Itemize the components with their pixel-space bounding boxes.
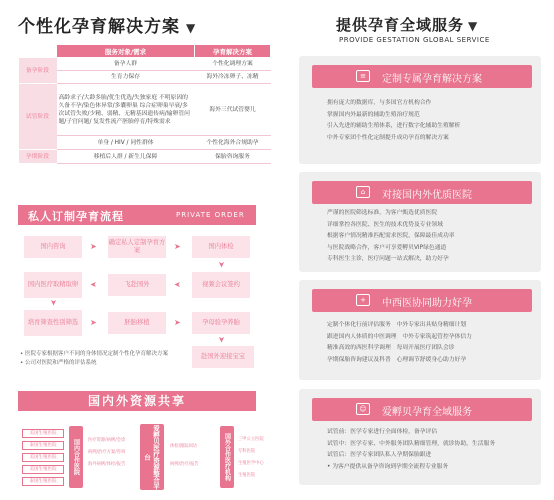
card-line: 孕期保胎咨询建议及科普 心理调节舒缓身心助力好孕 bbox=[327, 356, 467, 363]
card-line: 试管前：医学专家进行全面体检，备孕评估 bbox=[327, 429, 438, 435]
service-card bbox=[299, 172, 541, 272]
process-banner bbox=[18, 205, 256, 225]
domestic-item: 泰国生殖医院 bbox=[22, 441, 64, 450]
card-line: 专科医生主诊，医疗问题一站式解决，助力好孕 bbox=[327, 256, 449, 263]
table-row bbox=[19, 71, 271, 84]
card-lines bbox=[327, 427, 495, 473]
service-icon: ☺ bbox=[356, 403, 370, 415]
arrow-left-icon: ➤ bbox=[90, 280, 97, 289]
card-title: 爱孵贝孕育全域服务 bbox=[382, 407, 472, 418]
flow-step: 国内医疗取精取卵 bbox=[24, 272, 82, 298]
card-line: 严谨的医院筛选标准，为客户甄选优质医院 bbox=[327, 210, 438, 216]
process-title-en: PRIVATE ORDER bbox=[176, 211, 245, 219]
resource-hub-label: 爱孵贝医疗资源整合平台 bbox=[140, 424, 164, 490]
arrow-down-icon: ➤ bbox=[216, 261, 226, 268]
service-card bbox=[299, 280, 541, 380]
flow-step: 赴国外迎接宝宝 bbox=[192, 346, 254, 368]
flow-step: 胚胎移植 bbox=[108, 312, 166, 334]
domestic-item: 美国生殖医院 bbox=[22, 453, 64, 462]
resources-banner: 国内外资源共享 bbox=[18, 391, 256, 411]
need-cell: 移植后人群 / 新生儿保障 bbox=[57, 150, 195, 164]
card-title: 定制专属孕育解决方案 bbox=[382, 74, 482, 85]
hospital-icon: ⌂ bbox=[356, 186, 370, 198]
table-row bbox=[19, 150, 271, 164]
card-title: 对接国内外优质医院 bbox=[382, 190, 472, 201]
card-line: 跟进国内人体质的中医调理 中外专家筑起管控孕体信力 bbox=[327, 333, 472, 340]
card-line: 与医院战略合作，客户可享爱孵贝VIP绿色通道 bbox=[327, 244, 447, 251]
overseas-line: 生殖医院 bbox=[238, 473, 256, 478]
arrow-right-icon: ➤ bbox=[90, 318, 97, 327]
solution-cell: 个性化海外合规助孕 bbox=[195, 136, 271, 150]
card-line: 试管中：医学专家、中外服务团队精细管理，就诊协助，生活服务 bbox=[327, 440, 496, 447]
card-line: 精准高效的西医科学调理 每周开展医疗团队会诊 bbox=[327, 345, 455, 352]
table-header bbox=[19, 45, 57, 58]
table-header: 孕育解决方案 bbox=[195, 45, 271, 58]
solution-cell: 海外三代试管婴儿 bbox=[195, 84, 271, 136]
card-line: 拥有庞大的数据库，与多国官方机构合作 bbox=[327, 100, 432, 106]
process-note: • 公司对医院和严格的评估系统 bbox=[20, 360, 97, 366]
overseas-line: 三甲公立医院 bbox=[238, 437, 264, 442]
exchange-line: 病例/治疗方案/咨询 bbox=[88, 450, 126, 455]
exchange-line: 医疗资源/病例/会诊 bbox=[88, 438, 126, 443]
stage-label: 孕期阶段 bbox=[19, 150, 57, 164]
card-line: 详细掌控各医院、医生的技术优势及专业领域 bbox=[327, 221, 443, 228]
left-title: 个性化孕育解决方案 ▼ bbox=[18, 17, 197, 37]
domestic-item: 美国生殖医院 bbox=[22, 429, 64, 438]
right-title: 提供孕育全域服务 ▼ bbox=[336, 16, 479, 34]
overseas-institution-label: 国外合作医疗机构 bbox=[220, 426, 234, 488]
domestic-item: 泰国生殖医院 bbox=[22, 477, 64, 486]
card-line: 中外专家团个性化定制提升成功孕育的解决方案 bbox=[327, 134, 449, 141]
solution-cell: 保胎咨询服务 bbox=[195, 150, 271, 164]
card-header bbox=[312, 289, 532, 312]
stage-label: 试管阶段 bbox=[19, 84, 57, 150]
overseas-line: 专科医院 bbox=[238, 449, 256, 454]
exchange-line: 体检/跟踪回访 bbox=[170, 444, 198, 449]
table-row bbox=[19, 58, 271, 71]
arrow-right-icon: ➤ bbox=[174, 242, 181, 251]
service-card bbox=[299, 56, 541, 164]
need-cell: 高龄求子/大龄多胎/优生优选/失独家庭 不明原因的久备不孕/染色体异常/多囊卵巢 综合症卵巢早衰/多次试管失败/少精、弱精、无精基因遗传病/输卵管问题/子宫问题/ 复发性流产胚胎停育/特殊需求 bbox=[57, 84, 195, 136]
table-row bbox=[19, 84, 271, 136]
arrow-right-icon: ➤ bbox=[90, 242, 97, 251]
domestic-item: 美国生殖医院 bbox=[22, 465, 64, 474]
medical-cross-icon: + bbox=[356, 294, 370, 306]
arrow-down-icon: ➤ bbox=[216, 336, 226, 343]
arrow-down-icon: ➤ bbox=[48, 299, 58, 306]
need-cell: 单身 / HIV / 同性群体 bbox=[57, 136, 195, 150]
card-header bbox=[312, 398, 532, 421]
flow-step: 视频会议签约 bbox=[192, 272, 250, 298]
need-cell: 备孕人群 bbox=[57, 58, 195, 71]
table-row bbox=[19, 136, 271, 150]
flow-step: 国内咨询 bbox=[24, 236, 82, 258]
card-lines bbox=[327, 208, 455, 266]
document-icon: ≡ bbox=[356, 70, 370, 82]
flow-step: 国内体检 bbox=[192, 236, 250, 258]
stage-label: 备孕阶段 bbox=[19, 58, 57, 84]
card-line: 试管后：医学专家团队私人孕期保胎跟进 bbox=[327, 452, 432, 459]
flow-step: 确定私人定制孕育方案 bbox=[108, 236, 166, 258]
exchange-line: 病例/治疗/报告 bbox=[170, 462, 199, 467]
flow-step: 培育筛查性别筛选 bbox=[24, 310, 82, 336]
card-line: 定制个体化行前评估服务 中外专家出具贴身精细计划 bbox=[327, 322, 467, 328]
triangle-down-icon: ▼ bbox=[186, 21, 197, 35]
process-note: • 医院专家根据客户不同的身体情况定制个性化孕育解决方案 bbox=[20, 351, 169, 357]
table-header: 服务对象/需求 bbox=[57, 45, 195, 58]
need-cell: 生育力保存 bbox=[57, 71, 195, 84]
card-line: 掌握国内外最新的辅助生殖治疗规范 bbox=[327, 111, 420, 118]
solution-cell: 海外冷冻卵子、冻精 bbox=[195, 71, 271, 84]
card-line: 根据客户情况精准匹配需求医院，保障最佳成功率 bbox=[327, 233, 455, 240]
plan-table bbox=[18, 44, 271, 164]
card-lines bbox=[327, 98, 460, 144]
flow-step: 孕母验孕养胎 bbox=[192, 312, 250, 334]
card-header bbox=[312, 65, 532, 88]
solution-cell: 个性化调理方案 bbox=[195, 58, 271, 71]
card-header bbox=[312, 181, 532, 204]
overseas-line: 生殖医学中心 bbox=[238, 461, 264, 466]
card-title: 中西医协同助力好孕 bbox=[382, 298, 472, 309]
card-lines bbox=[327, 320, 472, 366]
triangle-down-icon: ▼ bbox=[468, 19, 479, 33]
arrow-left-icon: ➤ bbox=[174, 280, 181, 289]
flow-step: 飞赴国外 bbox=[108, 274, 166, 296]
arrow-right-icon: ➤ bbox=[174, 318, 181, 327]
domestic-hospital-label: 国内合作医院 bbox=[69, 426, 83, 488]
service-card bbox=[299, 389, 541, 485]
right-subtitle: PROVIDE GESTATION GLOBAL SERVICE bbox=[339, 36, 490, 44]
process-title: 私人订制孕育流程 bbox=[28, 210, 124, 223]
exchange-line: 海外病例/体检/报告 bbox=[88, 462, 126, 467]
card-line: • 为客户提供从备孕咨询到孕期全流程专业服务 bbox=[327, 463, 449, 470]
card-line: 引入先进的辅助生殖体系，进行数字化辅助生殖解析 bbox=[327, 123, 461, 130]
